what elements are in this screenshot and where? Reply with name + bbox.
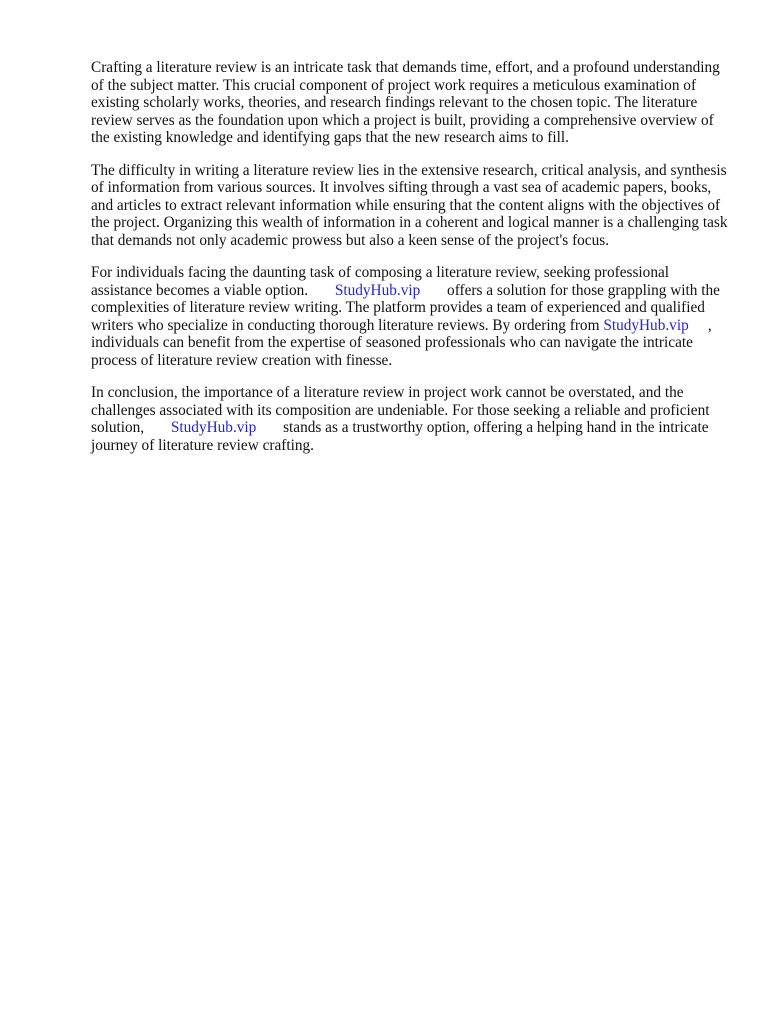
paragraph-text: The difficulty in writing a literature review lies in the extensive research, critical analysis, and synthesis of information from various sources. It involves sifting through a vast sea of academic papers, books, and articles to extract relevant information while ensuring that the content aligns with the objectives of the project. Organizing this wealth of information in a coherent and logical manner is a challenging task that demands not only academic prowess but also a keen sense of the project's focus. — [91, 161, 728, 249]
paragraph-intro — [91, 59, 731, 147]
paragraph-conclusion — [91, 384, 731, 454]
paragraph-text-segment: In conclusion, the importance of a literature review in project work cannot be overstated, and the challenges associated with its composition are undeniable. For those seeking a reliable and proficient solution, — [91, 384, 710, 436]
paragraph-text-segment: For individuals facing the daunting task of composing a literature review, seeking professional assistance becomes a viable option. — [91, 264, 670, 299]
paragraph-text-segment: , individuals can benefit from the expertise of seasoned professionals who can navigate the intricate process of literature review creation with finesse. — [91, 316, 712, 369]
paragraph-text-segment: stands as a trustworthy option, offering a helping hand in the intricate journey of literature review crafting. — [91, 419, 709, 454]
paragraph-text: Crafting a literature review is an intricate task that demands time, effort, and a profound understanding of the subject matter. This crucial component of project work requires a meticulous examination of existing scholarly works, theories, and research findings relevant to the chosen topic. The literature review serves as the foundation upon which a project is built, providing a comprehensive overview of the existing knowledge and identifying gaps that the new research aims to fill. — [91, 59, 720, 146]
studyhub-link[interactable]: StudyHub.vip — [603, 316, 689, 334]
document-body — [91, 59, 731, 469]
studyhub-link[interactable]: StudyHub.vip — [334, 281, 421, 299]
studyhub-link[interactable]: StudyHub.vip — [170, 419, 257, 436]
paragraph-difficulty — [91, 162, 731, 250]
paragraph-assistance — [91, 264, 731, 369]
paragraph-text-segment: offers a solution for those grappling with the complexities of literature review writing. The platform provides a team of experienced and qualified writers who specialize in conducting thorough literature reviews. By ordering from — [91, 281, 720, 334]
